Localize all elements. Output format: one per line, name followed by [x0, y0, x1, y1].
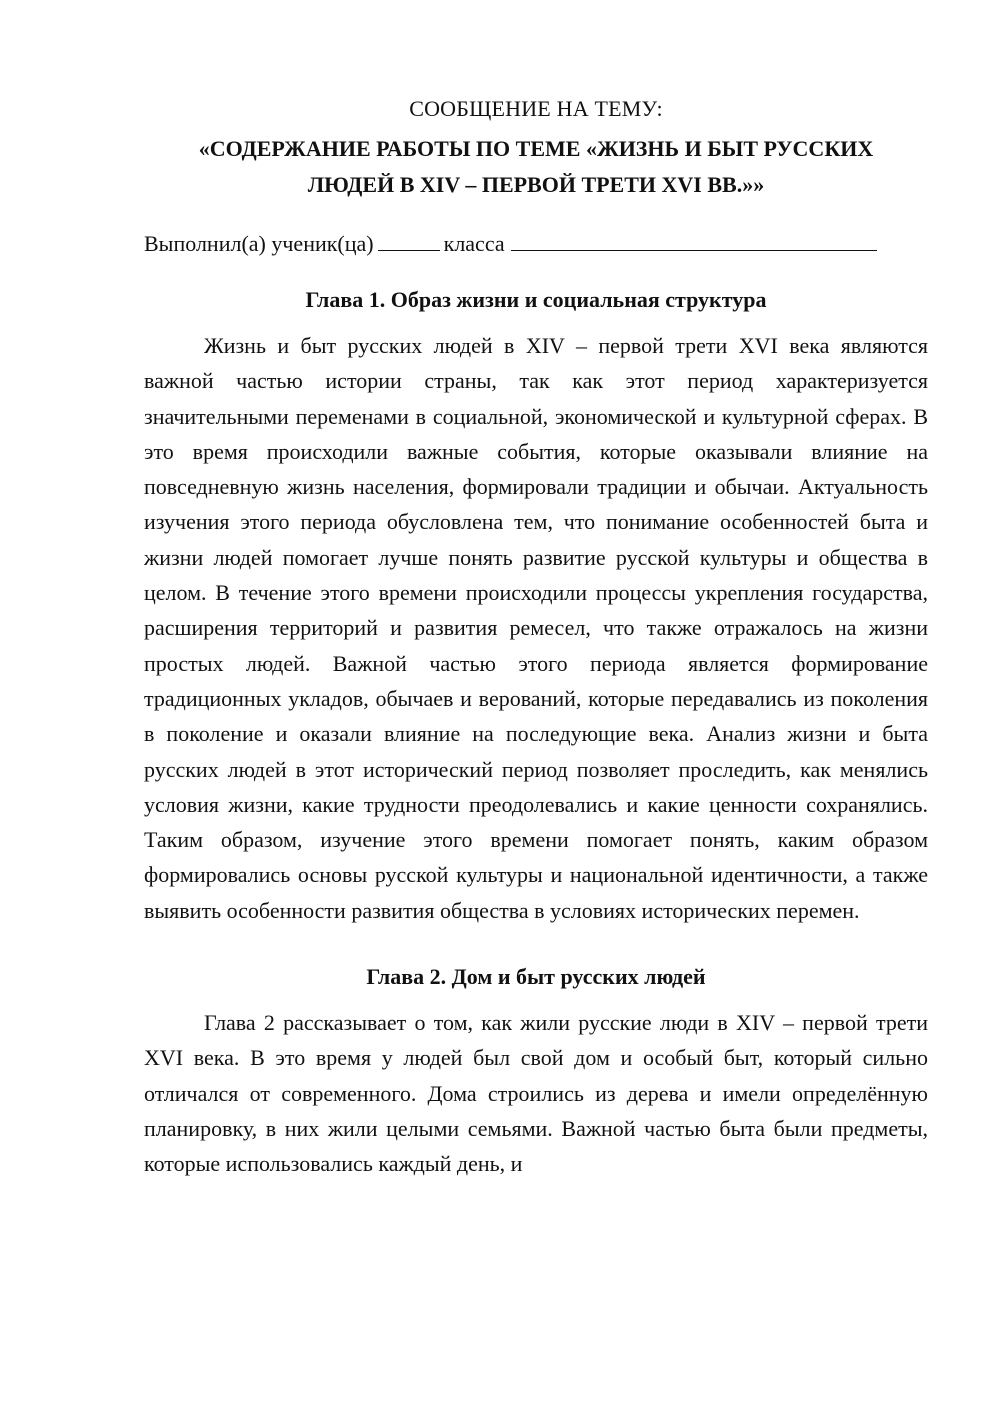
document-title: «СОДЕРЖАНИЕ РАБОТЫ ПО ТЕМЕ «ЖИЗНЬ И БЫТ РУССКИХ ЛЮДЕЙ В XIV – ПЕРВОЙ ТРЕТИ XVI ВВ.»»: [198, 136, 874, 197]
student-name-blank: [511, 249, 877, 251]
author-line: [144, 227, 928, 261]
chapter-1-paragraph: Жизнь и быт русских людей в XIV – первой трети XVI века являются важной частью истории страны, так как этот период характеризуется значительными переменами в социальной, экономической и культурной сферах. В это время происходили важные события, которые оказывали влияние на повседневную жизнь населения, формировали традиции и обычаи. Актуальность изучения этого периода обусловлена тем, что понимание особенностей быта и жизни людей помогает лучше понять развитие русской культуры и общества в целом. В течение этого времени происходили процессы укрепления государства, расширения территорий и развития ремесел, что также отражалось на жизни простых людей. Важной частью этого периода является формирование традиционных укладов, обычаев и верований, которые передавались из поколения в поколение и оказали влияние на последующие века. Анализ жизни и быта русских людей в этот исторический период позволяет проследить, как менялись условия жизни, какие трудности преодолевались и какие ценности сохранялись. Таким образом, изучение этого времени помогает понять, каким образом формировались основы русской культуры и национальной идентичности, а также выявить особенности развития общества в условиях исторических перемен.: [144, 333, 928, 923]
chapter-2-title: Глава 2. Дом и быт русских людей: [366, 964, 706, 990]
chapter-2-paragraph: Глава 2 рассказывает о том, как жили русские люди в XIV – первой трети XVI века. В это время у людей был свой дом и особый быт, который сильно отличался от современного. Дома строились из дерева и имели определённую планировку, в них жили целыми семьями. Важной частью быта были предметы, которые использовались каждый день, и: [144, 1010, 928, 1177]
author-class-word: класса: [443, 231, 505, 256]
class-number-blank: [378, 249, 440, 251]
author-prefix: Выполнил(а) ученик(ца): [144, 231, 374, 256]
chapter-1-title: Глава 1. Образ жизни и социальная структура: [305, 287, 767, 312]
title-lead: СООБЩЕНИЕ НА ТЕМУ:: [409, 96, 663, 121]
